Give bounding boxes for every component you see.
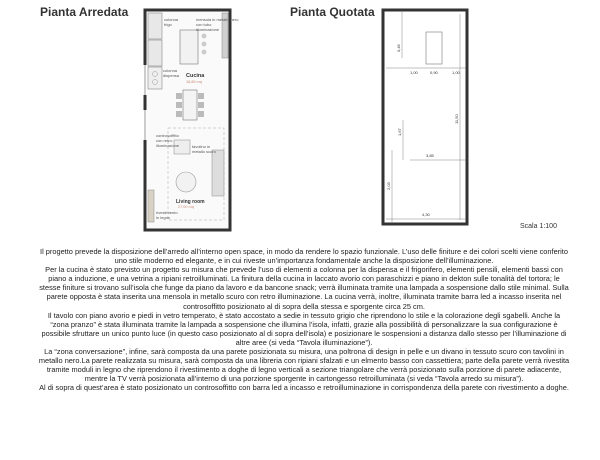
label-pantry: colonna dispensa [163,68,180,78]
paragraph-kitchen: Per la cucina è stato previsto un progetto su misura che prevede l’uso di elementi a colonna per la dispensa e il frigorifero, elementi pensili, elementi bassi con piano a induzione, e una vetrina a ripiani retroilluminati. La finitura della cucina in laccato avorio con paraschizzi e piano in dekton sulle tonalità del tortora; le stesse finiture si trovano sull’isola che funge da piano da lavoro e da bancone snack; verrà illuminata tramite una lampada a sospensione dallo stile minimal. Sulla parete opposta è stata inserita una mensola in metallo scuro con retro illuminazione. La cucina verrà, inoltre, illuminata tramite barra led a incasso inserita nel controsoffitto posizionato al di sopra della stessa e sporgente circa 25 cm. [39,265,569,311]
kitchen-area: 18,85 mq [186,80,202,84]
dim-v1: 0,45 [396,44,401,52]
dim-1: 1,00 [410,70,418,75]
dim-v2: 1,67 [397,128,402,136]
dimensioned-plan [383,10,467,224]
svg-text:colonnafrigo: colonna frigo [164,17,179,27]
dim-v3: 2,03 [386,182,391,190]
label-fridge: colonna [164,17,179,22]
kitchen-island [180,30,198,64]
paragraph-dining: Il tavolo con piano avorio e piedi in vetro temperato, è stato accostato a sedie in tessuto grigio che riprendono lo stile e la colorazione degli sgabelli. Anche la “zona pranzo” è stata illuminata tramite la lampada a sospensione che illumina l’isola, infatti, grazie alla possibilità di personalizzare la sua configurazione è possibile sfruttare un unico punto luce (in questo caso posizionato al di sopra dell’isola) e posizionare le sospensioni a distanza dallo stesso per l’illuminazione di altre aree (si veda “Tavola illuminazione”). [41,310,567,347]
label-side-table: tavolino in metallo scuro [192,144,216,154]
dimensioned-plan-title: Pianta Quotata [290,5,375,19]
dim-h2: 4,30 [422,212,430,217]
description-text [38,247,570,393]
sofa [212,150,224,196]
kitchen-label: Cucina [186,73,205,79]
furnished-plan-title: Pianta Arredata [40,5,129,19]
dim-2: 0,90 [430,70,438,75]
round-rug [176,172,196,192]
kitchen-counter [148,67,162,89]
dim-r1: 11,50 [454,114,459,124]
paragraph-ceiling: Al di sopra di quest’area è stato posizionato un controsoffitto con barra led a incasso e retroilluminazione in corrispondenza della parete con rivestimento a doghe. [39,383,569,393]
living-label: Living room [176,199,205,205]
furnished-plan [145,10,239,230]
wood-cladding [148,190,154,222]
living-area: 27,00 mq [178,205,194,209]
paragraph-intro: Il progetto prevede la disposizione dell’arredo all’interno open space, in modo da rendere lo spazio funzionale. L’uso delle finiture e dei colori scelti viene conferito uno stile moderno ed elegante, e in cui riveste un’importanza fondamentale anche la disposizione dell’illuminazione. [40,247,568,266]
scale-label: Scala 1:100 [520,223,557,230]
dining-table [183,90,197,120]
label-ceiling: controsoffitto con retro-illuminazione [156,133,180,148]
label-cladding: rivestimento in legno [156,210,178,220]
fridge-column [148,13,162,39]
dim-h1: 3,85 [426,153,434,158]
pantry-column [148,40,162,66]
dim-3: 1,00 [452,70,460,75]
label-shelf: mensola in metallo nero con tubo illuminazione [196,17,239,32]
paragraph-living: La “zona conversazione”, infine, sarà composta da una parete posizionata su misura, una poltrona di design in pelle e un divano in tessuto scuro con tavolini in metallo nero.La parete realizzata su misura, sarà composta da una libreria con ripiani sfalzati e un elmento basso con cassettiera; parte della parete verrà rivestita tramite moduli in legno che riprendono il rivestimento a doghe di legno verticali a sezione triangolare che verrà posizionato sulla porzione di parete adiacente, mentre la TV verrà posizionata all’interno di una porzione sporgente in cartongesso retroilluminata (si veda “Tavola arredo su misura”). [38,347,570,384]
